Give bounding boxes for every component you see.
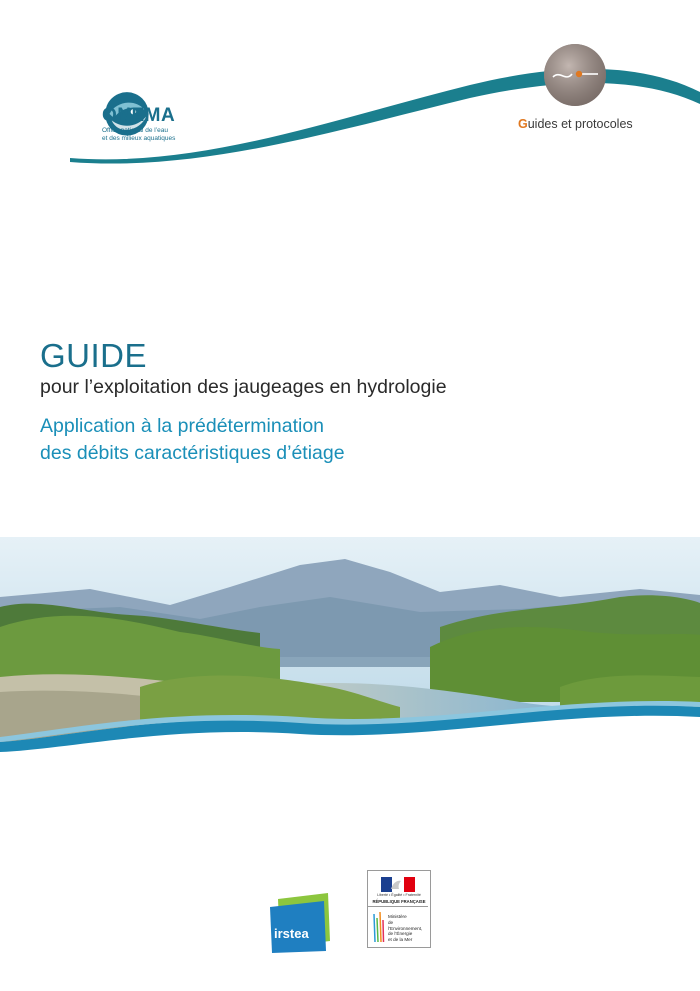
irstea-wordmark: irstea: [274, 926, 309, 941]
onema-tagline: Office national de l’eau et des milieux aquatiques: [102, 127, 176, 142]
cover-landscape-image: [0, 537, 700, 752]
republic-motto: Liberté • Égalité • Fraternité: [377, 893, 421, 897]
document-title: GUIDE: [40, 337, 148, 374]
marianne-flag-icon: [381, 877, 415, 892]
ministry-name: Ministère de l’Environnement, de l’Énergie et de la Mer: [388, 914, 423, 943]
document-subtitle: pour l’exploitation des jaugeages en hydrologie: [40, 376, 447, 398]
irstea-logo-icon: [270, 893, 332, 953]
document-subsubtitle-line: des débits caractéristiques d’étiage: [40, 442, 345, 464]
series-label: Guides et protocoles: [518, 117, 633, 131]
ministry-bars-icon: [372, 910, 386, 944]
ministry-divider: [368, 906, 428, 907]
document-subsubtitle-line: Application à la prédétermination: [40, 415, 325, 437]
republic-name: RÉPUBLIQUE FRANÇAISE: [372, 899, 426, 904]
onema-wordmark: ONEMA: [102, 105, 176, 126]
